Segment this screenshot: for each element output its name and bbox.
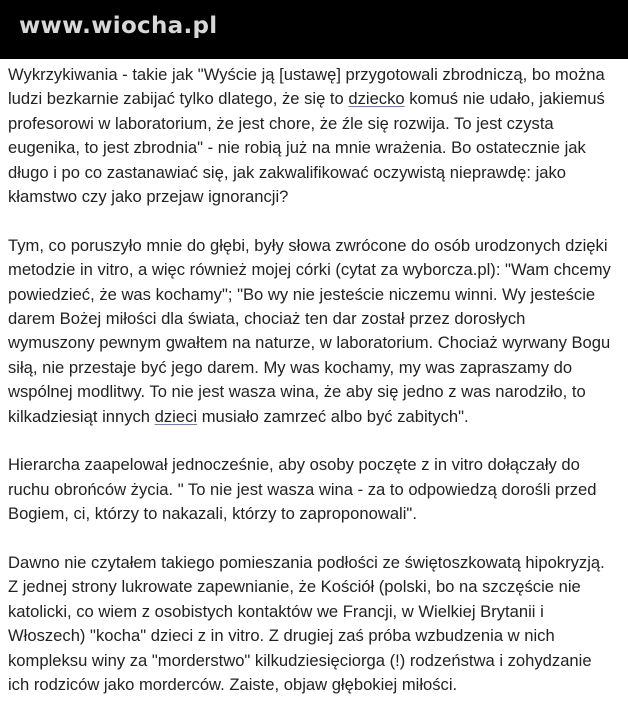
text-line: Wykrzykiwania - takie jak "Wyście ją [ustawę] przygotowali zbrodniczą, bo można xyxy=(8,65,605,84)
text-line: wymuszony pewnym gwałtem na naturze, w laboratorium. Chociaż wyrwany Bogu xyxy=(8,333,611,353)
text-line: siłą, nie przestaje być jego darem. My was kochamy, my was zapraszamy do xyxy=(8,357,573,377)
text-line: Włoszech) "kocha" dzieci z in vitro. Z drugiej zaś próba wzbudzenia w nich xyxy=(8,626,555,646)
text-line: Dawno nie czytałem takiego pomieszania podłości ze świętoszkowatą hipokryzją. xyxy=(8,553,605,573)
text-line: katolicki, co wiem z osobistych kontaktów we Francji, w Wielkiej Brytanii i xyxy=(8,601,544,621)
text-line: długo i po co zastanawiać się, jak zakwalifikować oczywistą nieprawdę: jako xyxy=(8,162,567,182)
text-line: Bogiem, ci, którzy to nakazali, którzy to zaproponowali". xyxy=(8,504,417,524)
text-line: kompleksu winy za "morderstwo" kilkudziesięciorga (!) rodzeństwa i zohydzanie xyxy=(8,650,592,670)
text-line: ludzi bezkarnie zabijać tylko dlatego, że się to dziecko komuś nie udało, jakiemuś xyxy=(8,89,605,109)
text-line: eugenika, to jest zbrodnia" - nie robią już na mnie wrażenia. Bo ostatecznie jak xyxy=(8,138,586,158)
link-dzieci[interactable]: dzieci xyxy=(154,406,198,426)
text-line: Tym, co poruszyło mnie do głębi, były słowa zwrócone do osób urodzonych dzięki xyxy=(8,235,608,255)
text-line: ruchu obrońców życia. " To nie jest wasza wina - za to odpowiedzą dorośli przed xyxy=(8,479,597,499)
text-line: kilkadziesiąt innych dzieci musiało zamrzeć albo być zabitych". xyxy=(8,406,469,426)
text-line: wspólnej modlitwy. To nie jest wasza wina, że aby się jedno z was narodziło, to xyxy=(8,382,586,402)
text-line: powiedzieć, że was kochamy"; "Bo wy nie jesteście niczemu winni. Wy jesteście xyxy=(8,284,596,304)
text-line: darem Bożej miłości dla świata, chociaż ten dar został przez dorosłych xyxy=(8,309,526,329)
text-line: kłamstwo czy jako przejaw ignorancji? xyxy=(8,187,289,207)
paragraph-3 xyxy=(8,453,624,526)
text-line: Z jednej strony lukrowate zapewnianie, że Kościół (polski, bo na szczęście nie xyxy=(8,577,581,597)
text-line: profesorowi w laboratorium, że jest chore, że źle się rozwija. To jest czysta xyxy=(8,113,554,133)
text-line: metodzie in vitro, a więc również mojej córki (cytat za wyborcza.pl): "Wam chcemy xyxy=(8,260,611,280)
paragraph-1 xyxy=(8,63,624,209)
article-body xyxy=(8,63,624,722)
link-dziecko[interactable]: dziecko xyxy=(348,89,405,109)
paragraph-4 xyxy=(8,551,624,697)
text-line: ich rodziców jako morderców. Zaiste, objaw głębokiej miłości. xyxy=(8,675,458,695)
site-logo[interactable]: www.wiocha.pl xyxy=(19,13,218,39)
paragraph-2 xyxy=(8,234,624,429)
site-header xyxy=(0,0,628,59)
text-line: Hierarcha zaapelował jednocześnie, aby osoby poczęte z in vitro dołączały do xyxy=(8,455,580,475)
